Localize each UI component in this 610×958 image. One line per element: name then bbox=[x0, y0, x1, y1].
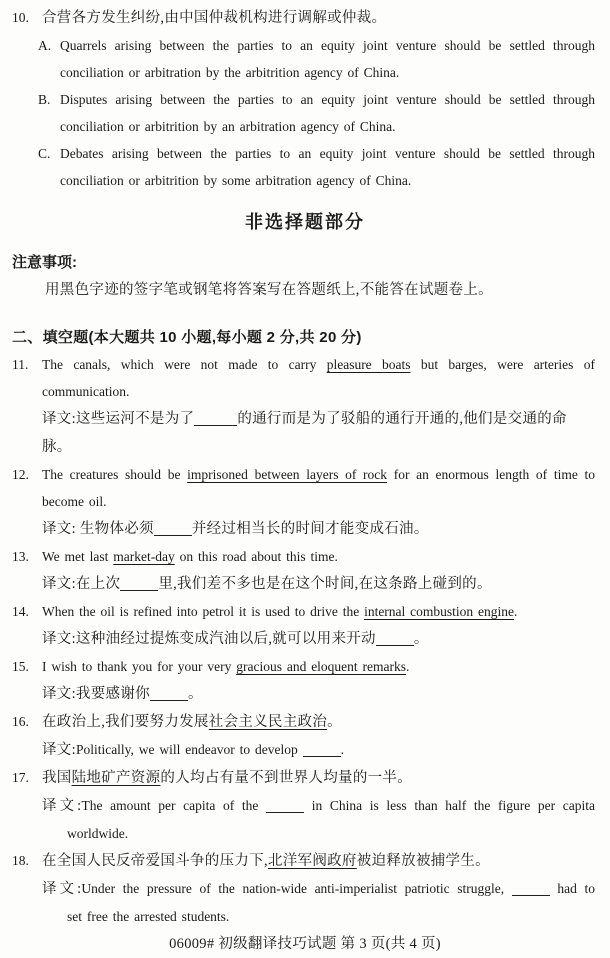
translation-text: Under the pressure of the nation-wide anti-imperialist patriotic struggle, bbox=[81, 881, 512, 896]
translation-text: Politically, we will endeavor to develop bbox=[75, 742, 303, 757]
option-a-text: Quarrels arising between the parties to an equity joint venture should be settled through bbox=[60, 38, 595, 53]
answer-blank bbox=[266, 799, 304, 813]
part-2-heading: 二、填空题(本大题共 10 小题,每小题 2 分,共 20 分) bbox=[12, 329, 362, 346]
option-c-line-1 bbox=[0, 140, 610, 167]
question-11-number: 11. bbox=[12, 357, 29, 372]
answer-blank bbox=[154, 522, 192, 536]
question-17-stem-end: 的人均占有量不到世界人均量的一半。 bbox=[160, 770, 413, 786]
question-17-translation-line-2 bbox=[0, 820, 610, 847]
option-c-text: Debates arising between the parties to an equity joint venture should be settled through bbox=[60, 146, 595, 161]
question-14-number: 14. bbox=[12, 604, 29, 619]
translation-text: 译文:在上次 bbox=[42, 576, 121, 592]
answer-blank bbox=[303, 743, 341, 757]
question-18-line-1 bbox=[0, 847, 610, 875]
question-12-underlined-phrase: imprisoned between layers of rock bbox=[187, 467, 388, 482]
question-13-number: 13. bbox=[12, 549, 29, 564]
question-18-translation-line-1 bbox=[0, 875, 610, 903]
question-13-text-end: on this road about this time. bbox=[174, 549, 338, 564]
answer-blank bbox=[194, 412, 237, 426]
question-15-text: I wish to thank you for your very bbox=[42, 659, 237, 674]
question-14-underlined-phrase: internal combustion engine bbox=[364, 604, 515, 619]
option-a-line-1 bbox=[0, 32, 610, 59]
question-18-underlined-phrase: 北洋军阀政府 bbox=[267, 853, 357, 869]
question-12-number: 12. bbox=[12, 467, 29, 482]
question-11-underlined-phrase: pleasure boats bbox=[326, 357, 411, 372]
question-14-text: When the oil is refined into petrol it is used to drive the bbox=[42, 604, 365, 619]
translation-text: 译文:这种油经过提炼变成汽油以后,就可以用来开动 bbox=[42, 631, 376, 647]
question-11-text-cont: communication. bbox=[42, 384, 130, 399]
question-17-line-1 bbox=[0, 764, 610, 792]
option-a-text-cont: conciliation or arbitration by the arbitrition agency of China. bbox=[60, 65, 400, 80]
question-10-number: 10. bbox=[12, 10, 29, 25]
translation-label: 译文: bbox=[42, 881, 82, 897]
translation-text-end: . bbox=[340, 742, 345, 757]
option-a-line-2 bbox=[0, 59, 610, 86]
question-18-stem: 在全国人民反帝爱国斗争的压力下, bbox=[42, 853, 268, 869]
question-12-line-2 bbox=[0, 488, 610, 515]
notice-text-content: 用黑色字迹的签字笔或钢笔将答案写在答题纸上,不能答在试题卷上。 bbox=[45, 282, 493, 298]
question-14-translation bbox=[0, 625, 610, 653]
translation-label: 译文: bbox=[42, 742, 76, 758]
question-15-number: 15. bbox=[12, 659, 29, 674]
question-11-text: The canals, which were not made to carry bbox=[42, 357, 327, 372]
option-b-text-cont: conciliation or arbitrition by an arbitration agency of China. bbox=[60, 119, 396, 134]
answer-blank bbox=[150, 687, 188, 701]
notice-text bbox=[0, 276, 610, 304]
question-18-translation-line-2 bbox=[0, 903, 610, 930]
question-17-stem: 我国 bbox=[42, 770, 72, 786]
question-12-line-1 bbox=[0, 461, 610, 488]
question-13-line-1 bbox=[0, 543, 610, 570]
question-15-translation bbox=[0, 680, 610, 708]
option-c-line-2 bbox=[0, 167, 610, 194]
question-10-stem: 合营各方发生纠纷,由中国仲裁机构进行调解或仲裁。 bbox=[42, 10, 387, 26]
page-footer-text: 06009# 初级翻译技巧试题 第 3 页(共 4 页) bbox=[169, 936, 441, 952]
translation-text-cont: worldwide. bbox=[67, 826, 129, 841]
notice-label: 注意事项: bbox=[12, 254, 77, 271]
option-a-label: A. bbox=[38, 38, 52, 53]
translation-label: 译文: bbox=[42, 798, 82, 814]
question-16-underlined-phrase: 社会主义民主政治 bbox=[208, 714, 328, 730]
question-13-text: We met last bbox=[42, 549, 114, 564]
option-b-text: Disputes arising between the parties to an equity joint venture should be settled through bbox=[60, 92, 595, 107]
question-11-line-2 bbox=[0, 378, 610, 405]
question-14-line-1 bbox=[0, 598, 610, 625]
question-17-number: 17. bbox=[12, 770, 29, 785]
question-15-text-end: . bbox=[406, 659, 410, 674]
question-17-translation-line-1 bbox=[0, 792, 610, 820]
question-12-translation bbox=[0, 515, 610, 543]
translation-text-end: 的通行而是为了驳船的通行开通的,他们是交通的命脉。 bbox=[42, 411, 567, 455]
question-13-underlined-phrase: market-day bbox=[113, 549, 175, 564]
question-13-translation bbox=[0, 570, 610, 598]
question-15-line-1 bbox=[0, 653, 610, 680]
answer-blank bbox=[376, 632, 414, 646]
question-18-number: 18. bbox=[12, 853, 29, 868]
option-b-line-1 bbox=[0, 86, 610, 113]
question-12-text-end: for an enormous length of time to bbox=[387, 467, 595, 482]
section-heading: 非选择题部分 bbox=[245, 212, 365, 232]
translation-text-mid: had to bbox=[549, 881, 595, 896]
question-11-translation bbox=[0, 405, 610, 461]
question-14-text-end: . bbox=[514, 604, 518, 619]
question-11-line-1 bbox=[0, 351, 610, 378]
answer-blank bbox=[120, 577, 158, 591]
translation-text-end: 里,我们差不多也是在这个时间,在这条路上碰到的。 bbox=[158, 576, 492, 592]
translation-text-end: 。 bbox=[187, 686, 203, 702]
translation-text: 译文:我要感谢你 bbox=[42, 686, 150, 702]
translation-text-cont: set free the arrested students. bbox=[67, 909, 230, 924]
question-16-number: 16. bbox=[12, 714, 29, 729]
question-18-stem-end: 被迫释放被捕学生。 bbox=[356, 853, 490, 869]
question-11-text-end: but barges, were arteries of bbox=[410, 357, 595, 372]
translation-text: The amount per capita of the bbox=[81, 798, 267, 813]
translation-text: 译文:这些运河不是为了 bbox=[42, 411, 195, 427]
option-b-label: B. bbox=[38, 92, 51, 107]
page-footer bbox=[0, 930, 610, 958]
option-c-text-cont: conciliation or arbitrition by some arbitration agency of China. bbox=[60, 173, 412, 188]
question-16-line-1 bbox=[0, 708, 610, 736]
option-b-line-2 bbox=[0, 113, 610, 140]
question-10 bbox=[0, 4, 610, 32]
translation-text-mid: in China is less than half the figure per capita bbox=[304, 798, 595, 813]
translation-text: 译文: 生物体必须 bbox=[42, 521, 154, 537]
question-15-underlined-phrase: gracious and eloquent remarks bbox=[236, 659, 407, 674]
question-16-stem: 在政治上,我们要努力发展 bbox=[42, 714, 209, 730]
question-12-text: The creatures should be bbox=[42, 467, 188, 482]
translation-text-end: 。 bbox=[413, 631, 429, 647]
option-c-label: C. bbox=[38, 146, 51, 161]
translation-text-end: 并经过相当长的时间才能变成石油。 bbox=[191, 521, 429, 537]
question-16-stem-end: 。 bbox=[327, 714, 342, 730]
question-16-translation bbox=[0, 736, 610, 764]
question-17-underlined-phrase: 陆地矿产资源 bbox=[71, 770, 161, 786]
answer-blank bbox=[512, 882, 550, 896]
question-12-text-cont: become oil. bbox=[42, 494, 107, 509]
